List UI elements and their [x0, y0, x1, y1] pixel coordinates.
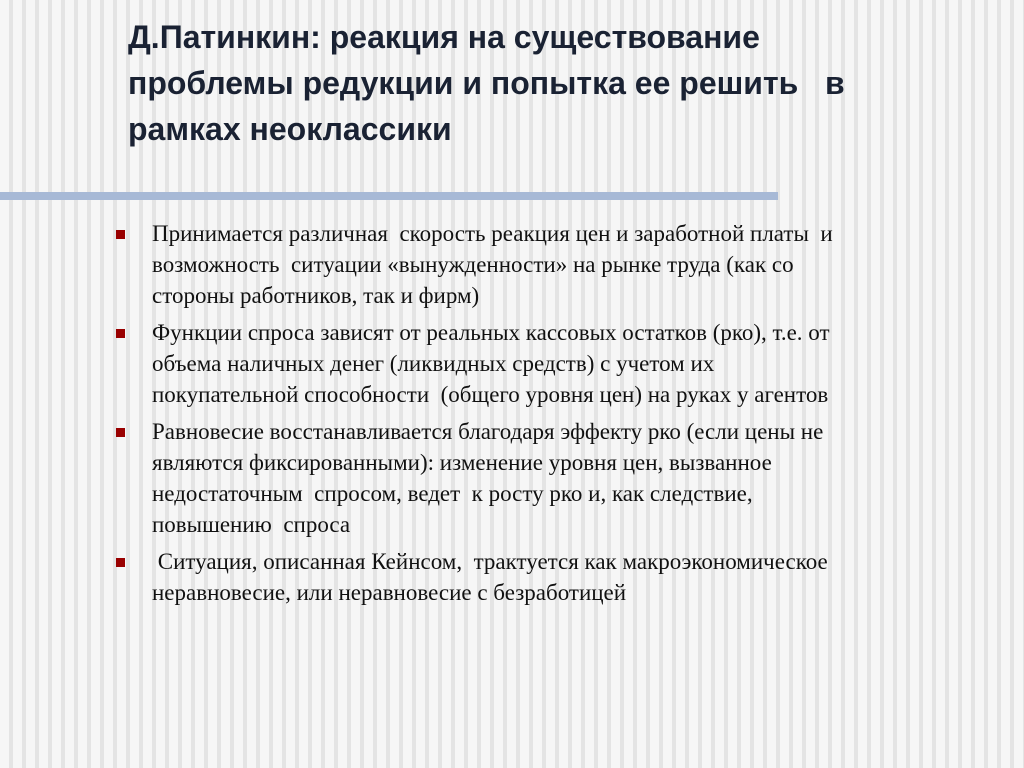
bullet-text-line: покупательной способности (общего уровня цен) на руках у агентов: [152, 382, 829, 407]
slide-title-line: Д.Патинкин: реакция на существование: [128, 19, 760, 55]
slide-title-line: проблемы редукции и попытка ее решить в: [128, 65, 845, 101]
square-bullet-icon: [116, 230, 125, 239]
bullet-item-1: [112, 218, 1012, 311]
bullet-item-4: [112, 546, 1012, 608]
bullet-list: [112, 218, 1012, 614]
slide-title: [128, 14, 998, 152]
slide-title-line: рамках неоклассики: [128, 111, 452, 147]
bullet-text-line: Равновесие восстанавливается благодаря эффекту рко (если цены не: [152, 419, 824, 444]
bullet-text-line: объема наличных денег (ликвидных средств) с учетом их: [152, 351, 715, 376]
bullet-item-3: [112, 416, 1012, 540]
bullet-text-line: Принимается различная скорость реакция цен и заработной платы и: [152, 221, 833, 246]
bullet-text-line: являются фиксированными): изменение уровня цен, вызванное: [152, 450, 772, 475]
bullet-text-line: Функции спроса зависят от реальных кассовых остатков (рко), т.е. от: [152, 320, 830, 345]
bullet-text-line: стороны работников, так и фирм): [152, 283, 480, 308]
bullet-text-line: недостаточным спросом, ведет к росту рко и, как следствие,: [152, 481, 753, 506]
square-bullet-icon: [116, 428, 125, 437]
square-bullet-icon: [116, 329, 125, 338]
bullet-text-line: неравновесие, или неравновесие с безработицей: [152, 580, 627, 605]
square-bullet-icon: [116, 558, 125, 567]
bullet-text-line: возможность ситуации «вынужденности» на рынке труда (как со: [152, 252, 794, 277]
bullet-text-line: повышению спроса: [152, 512, 351, 537]
title-divider: [0, 192, 778, 200]
bullet-text-line: Ситуация, описанная Кейнсом, трактуется как макроэкономическое: [152, 549, 828, 574]
bullet-item-2: [112, 317, 1012, 410]
